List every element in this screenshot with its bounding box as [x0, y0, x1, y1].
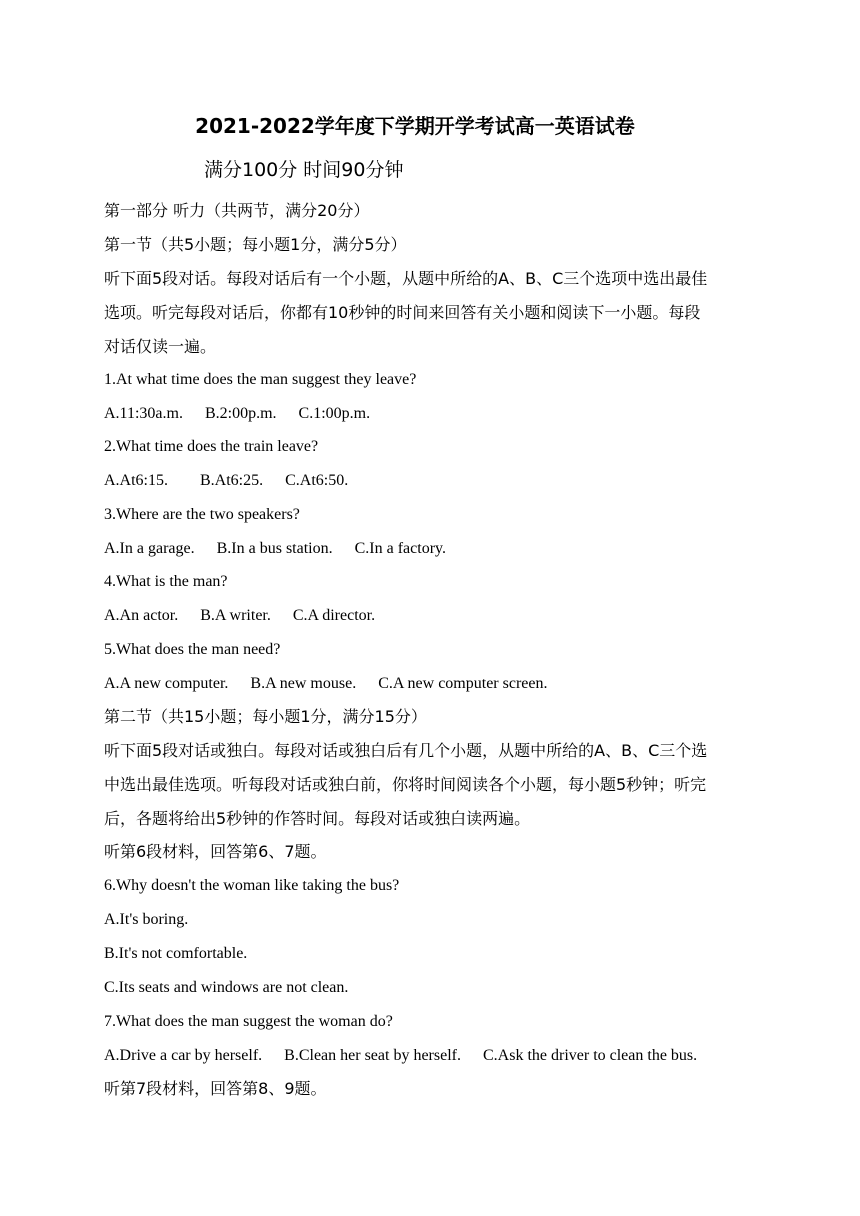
question-options — [104, 537, 468, 561]
option: C.Its seats and windows are not clean. — [104, 979, 349, 996]
instruction-line: 听下面5段对话或独白。每段对话或独白后有几个小题，从题中所给的A、B、C三个选 — [104, 741, 708, 760]
option: C.1:00p.m. — [298, 405, 371, 422]
option: C.A new computer screen. — [378, 675, 548, 692]
instruction-line: 听下面5段对话。每段对话后有一个小题，从题中所给的A、B、C三个选项中选出最佳 — [104, 269, 708, 288]
instruction-line: 后，各题将给出5秒钟的作答时间。每段对话或独白读两遍。 — [104, 809, 531, 828]
option: B.2:00p.m. — [204, 405, 277, 422]
page-title: 2021-2022学年度下学期开学考试高一英语试卷 — [195, 114, 635, 138]
option: A.11:30a.m. — [104, 405, 183, 422]
question-text: 7.What does the man suggest the woman do? — [104, 1013, 393, 1030]
question-options — [104, 672, 569, 696]
question-text: 6.Why doesn't the woman like taking the bus? — [104, 877, 400, 894]
question-text: 5.What does the man need? — [104, 641, 281, 658]
option: C.Ask the driver to clean the bus. — [482, 1047, 698, 1064]
section1-instructions — [104, 262, 764, 364]
question-options — [104, 402, 392, 426]
option: B.At6:25. — [200, 472, 264, 489]
instruction-line: 选项。听完每段对话后，你都有10秒钟的时间来回答有关小题和阅读下一小题。每段 — [104, 303, 701, 322]
option: B.In a bus station. — [216, 540, 333, 557]
material-heading: 听第6段材料，回答第6、7题。 — [104, 842, 327, 861]
section2-heading: 第二节（共15小题；每小题1分，满分15分） — [104, 707, 427, 726]
option: B.A writer. — [200, 607, 271, 624]
option: A.Drive a car by herself. — [104, 1047, 263, 1064]
option: A.An actor. — [104, 607, 179, 624]
page-subtitle: 满分100分 时间90分钟 — [204, 159, 404, 181]
question-options — [104, 1044, 719, 1068]
question-text: 1.At what time does the man suggest they leave? — [104, 371, 417, 388]
option: B.A new mouse. — [250, 675, 357, 692]
option: B.It's not comfortable. — [104, 945, 248, 962]
option: A.At6:15. — [104, 472, 168, 489]
question-text: 4.What is the man? — [104, 573, 228, 590]
section1-heading: 第一节（共5小题；每小题1分，满分5分） — [104, 235, 407, 254]
question-text: 2.What time does the train leave? — [104, 438, 319, 455]
instruction-line: 对话仅读一遍。 — [104, 337, 217, 356]
instruction-line: 中选出最佳选项。听每段对话或独白前，你将时间阅读各个小题，每小题5秒钟；听完 — [104, 775, 707, 794]
material-heading: 听第7段材料，回答第8、9题。 — [104, 1079, 327, 1098]
part-heading: 第一部分 听力（共两节，满分20分） — [104, 201, 370, 220]
option: B.Clean her seat by herself. — [284, 1047, 461, 1064]
option: A.In a garage. — [104, 540, 195, 557]
option: A.A new computer. — [104, 675, 229, 692]
option: C.In a factory. — [354, 540, 446, 557]
option: C.At6:50. — [285, 472, 349, 489]
option: A.It's boring. — [104, 911, 189, 928]
option: C.A director. — [292, 607, 376, 624]
question-text: 3.Where are the two speakers? — [104, 506, 300, 523]
question-options — [104, 604, 397, 628]
section2-instructions — [104, 734, 764, 836]
question-options — [104, 469, 370, 493]
